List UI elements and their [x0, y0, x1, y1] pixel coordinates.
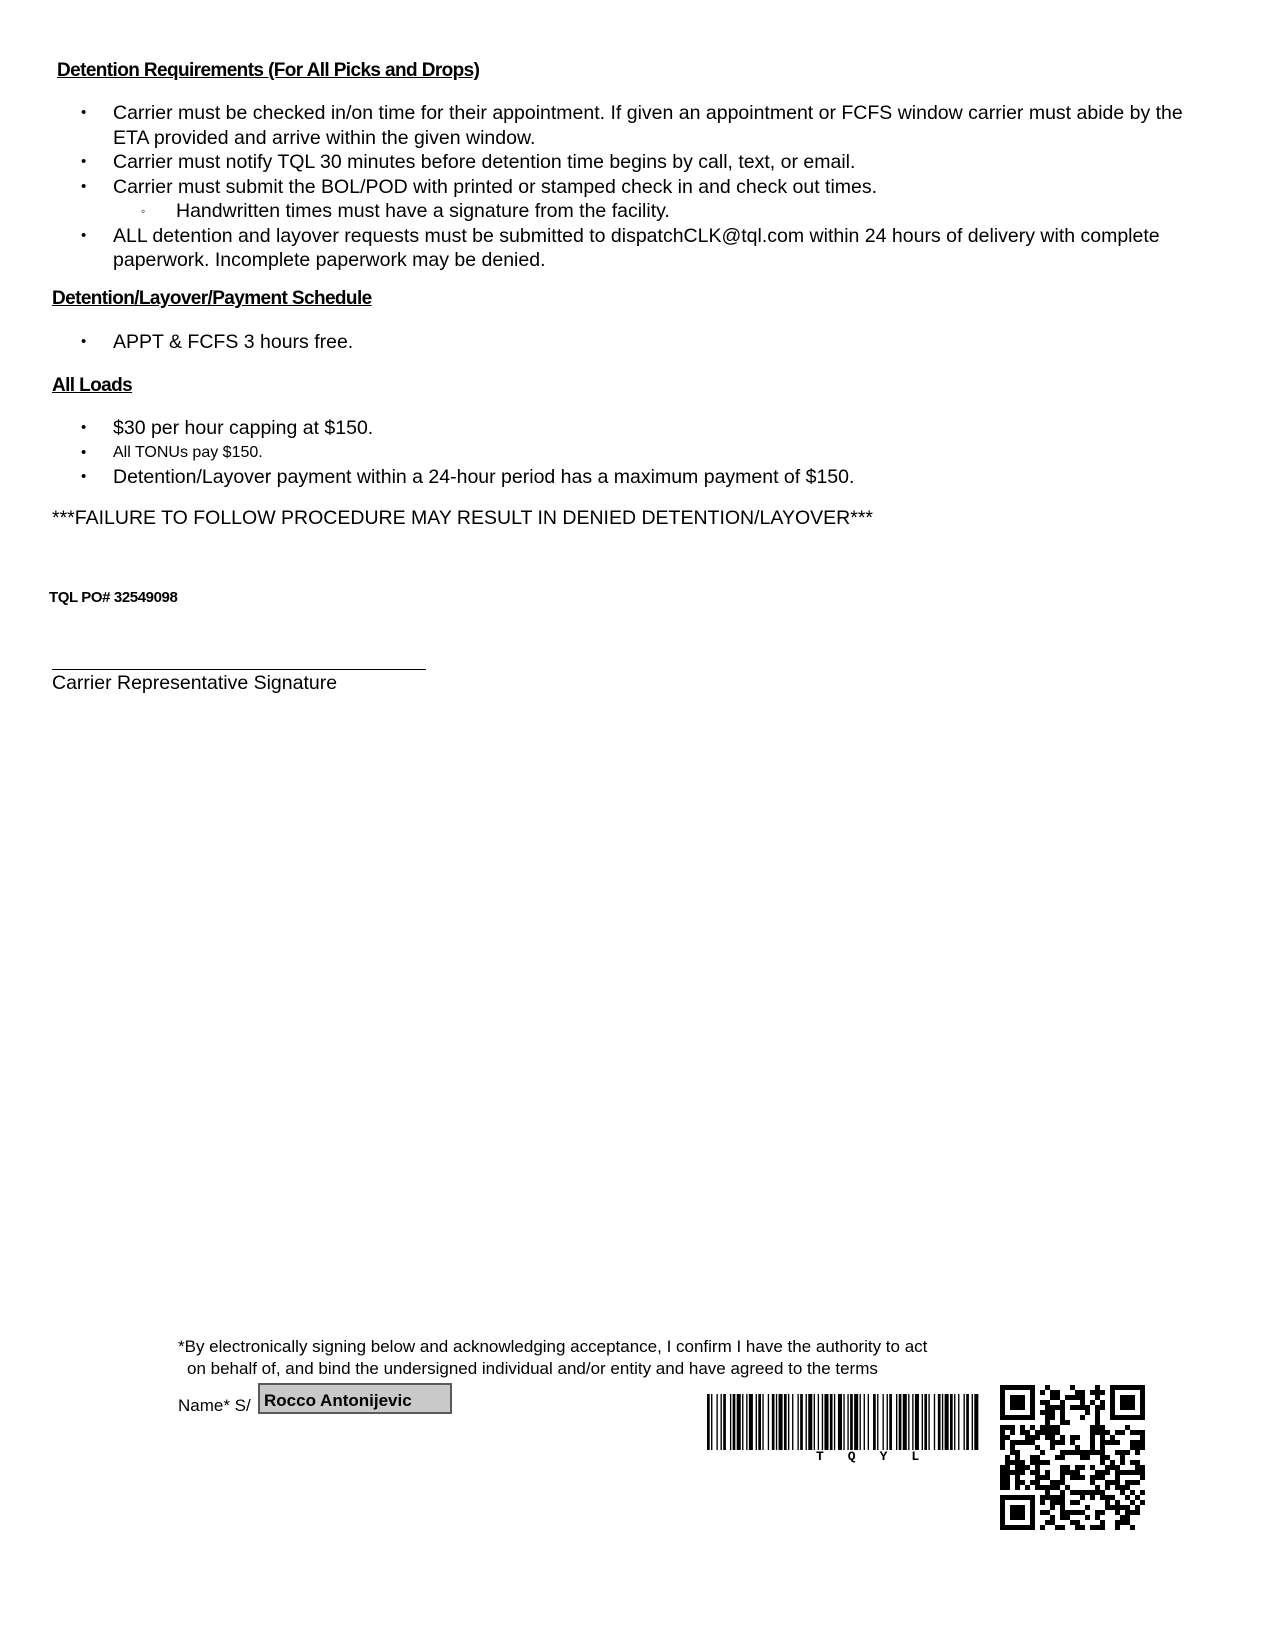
po-number: TQL PO# 32549098 — [49, 589, 178, 606]
all-loads-list — [50, 416, 1200, 489]
payment-schedule-list — [50, 330, 1200, 355]
signature-line — [52, 649, 426, 670]
signature-label: Carrier Representative Signature — [52, 672, 338, 694]
list-item: • $30 per hour capping at $150. — [81, 417, 374, 439]
procedure-warning: ***FAILURE TO FOLLOW PROCEDURE MAY RESULT IN DENIED DETENTION/LAYOVER*** — [52, 507, 873, 529]
list-item: • Detention/Layover payment within a 24-hour period has a maximum payment of $150. — [81, 465, 855, 488]
list-item: • Carrier must submit the BOL/POD with printed or stamped check in and check out times. — [81, 175, 878, 198]
list-item: • ALL detention and layover requests must be submitted to dispatchCLK@tql.com within 24 hours of delivery with complete paperwork. Incomplete paperwork may be denied. — [81, 224, 1160, 271]
disclaimer: *By electronically signing below and acknowledging acceptance, I confirm I have the authority to act on behalf of, and bind the undersigned individual and/or entity and have agreed to the terms — [178, 1337, 928, 1378]
list-item: • Carrier must notify TQL 30 minutes before detention time begins by call, text, or email. — [81, 151, 856, 173]
detention-requirements-list — [50, 101, 1200, 273]
payment-schedule-heading: Detention/Layover/Payment Schedule — [52, 288, 372, 309]
list-item: • Carrier must be checked in/on time for their appointment. If given an appointment or FCFS window carrier must abide by the ETA provided and arrive within the given window. — [81, 102, 1183, 149]
all-loads-heading: All Loads — [52, 375, 133, 396]
barcode-caption: TQYL — [816, 1449, 944, 1464]
list-item: • All TONUs pay $150. — [81, 443, 263, 461]
detention-requirements-heading: Detention Requirements (For All Picks and Drops) — [57, 60, 480, 81]
list-item: ◦ Handwritten times must have a signature from the facility. — [141, 200, 670, 222]
name-label: Name* S/ — [178, 1396, 251, 1415]
name-signature-field[interactable]: Rocco Antonijevic — [258, 1383, 452, 1414]
list-item: • APPT & FCFS 3 hours free. — [81, 331, 354, 353]
qr-code-icon — [1000, 1385, 1145, 1530]
barcode-icon — [707, 1394, 982, 1450]
